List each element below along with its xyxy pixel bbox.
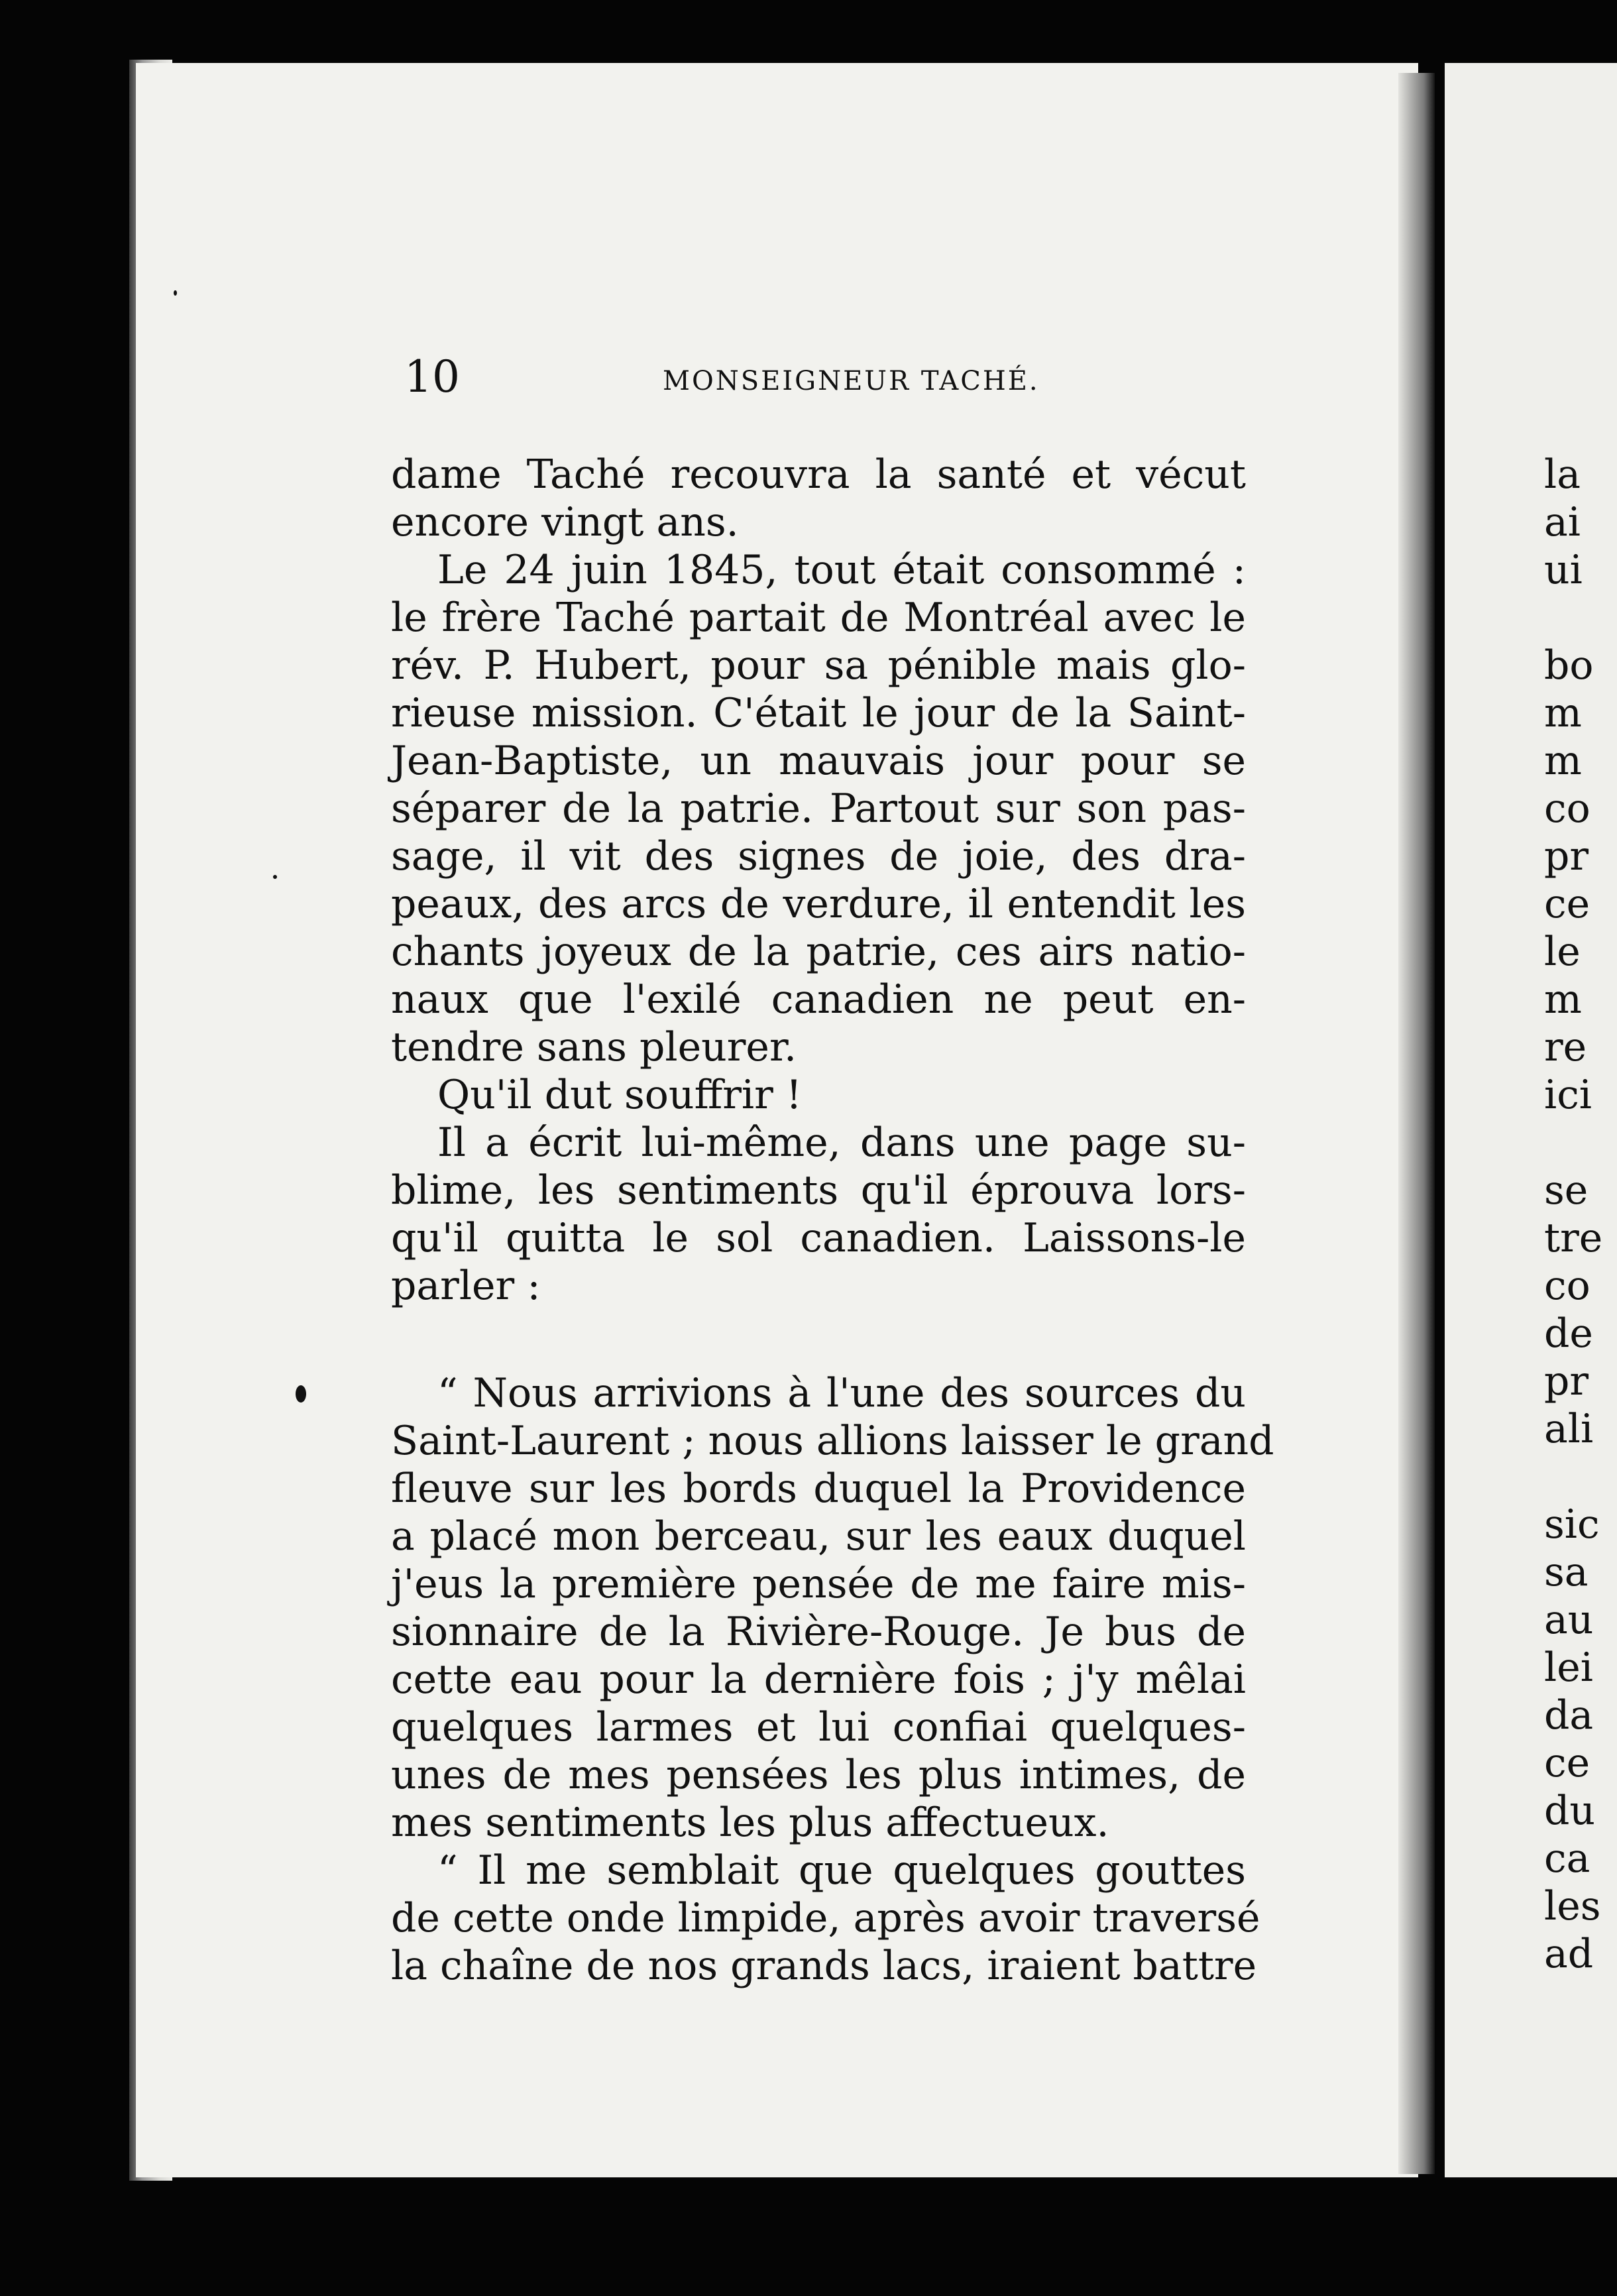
- facing-text-fragment: m: [1544, 738, 1582, 784]
- text-line: unes de mes pensées les plus intimes, de: [391, 1752, 1246, 1798]
- facing-text-fragment: ici: [1544, 1072, 1592, 1118]
- text-line: sage, il vit des signes de joie, des dra-: [391, 833, 1246, 880]
- facing-text-fragment: ai: [1544, 499, 1581, 545]
- running-head: MONSEIGNEUR TACHÉ.: [663, 366, 1040, 396]
- text-line: de cette onde limpide, après avoir traversé: [391, 1895, 1260, 1941]
- text-line: chants joyeux de la patrie, ces airs natio-: [391, 929, 1246, 975]
- facing-text-fragment: m: [1544, 976, 1582, 1023]
- text-line: séparer de la patrie. Partout sur son pas-: [391, 785, 1246, 832]
- text-line: Qu'il dut souffrir !: [437, 1072, 802, 1118]
- facing-text-fragment: [1544, 1453, 1617, 1501]
- facing-text-fragment: pr: [1544, 833, 1589, 880]
- page-edge-shadow: [1398, 73, 1435, 2174]
- facing-text-fragment: re: [1544, 1024, 1587, 1070]
- facing-text-fragment: [1544, 594, 1617, 642]
- page-number: 10: [404, 351, 460, 402]
- facing-text-fragment: la: [1544, 451, 1581, 498]
- text-line: blime, les sentiments qu'il éprouva lors-: [391, 1167, 1246, 1214]
- text-line: rév. P. Hubert, pour sa pénible mais glo-: [391, 642, 1246, 689]
- text-line: peaux, des arcs de verdure, il entendit les: [391, 881, 1246, 927]
- body-text: [391, 451, 1274, 1990]
- facing-text-fragment: ca: [1544, 1835, 1590, 1882]
- facing-text-fragment: co: [1544, 1263, 1590, 1309]
- text-line: le frère Taché partait de Montréal avec le: [391, 595, 1246, 641]
- facing-text-fragment: se: [1544, 1167, 1589, 1214]
- facing-text-fragment: da: [1544, 1692, 1594, 1739]
- text-line: Il a écrit lui-même, dans une page su-: [437, 1119, 1246, 1166]
- facing-text-fragment: sic: [1544, 1501, 1600, 1548]
- facing-text-fragment: de: [1544, 1310, 1593, 1357]
- facing-text-fragment: ui: [1544, 547, 1583, 593]
- facing-text-fragment: au: [1544, 1597, 1594, 1643]
- text-line: Saint-Laurent ; nous allions laisser le grand: [391, 1418, 1274, 1464]
- facing-text-fragment: co: [1544, 785, 1590, 832]
- facing-text-fragment: ce: [1544, 1740, 1590, 1786]
- text-line: Jean-Baptiste, un mauvais jour pour se: [391, 738, 1246, 784]
- text-line: a placé mon berceau, sur les eaux duquel: [391, 1513, 1246, 1560]
- text-line: j'eus la première pensée de me faire mis-: [391, 1561, 1246, 1607]
- facing-text-fragment: bo: [1544, 642, 1594, 689]
- text-line: qu'il quitta le sol canadien. Laissons-le: [391, 1215, 1246, 1261]
- text-line: naux que l'exilé canadien ne peut en-: [391, 976, 1246, 1023]
- ink-speck: [273, 875, 277, 879]
- text-line: encore vingt ans.: [391, 499, 739, 545]
- facing-text-fragment: le: [1544, 929, 1581, 975]
- page-header: [404, 351, 1266, 411]
- text-line: cette eau pour la dernière fois ; j'y mêlai: [391, 1656, 1246, 1703]
- text-line: sionnaire de la Rivière-Rouge. Je bus de: [391, 1609, 1246, 1655]
- text-line: “ Il me semblait que quelques gouttes: [437, 1847, 1246, 1894]
- facing-text-fragment: tre: [1544, 1215, 1603, 1261]
- facing-text-fragment: [1544, 1119, 1617, 1167]
- facing-text-fragment: pr: [1544, 1358, 1589, 1405]
- facing-text-fragment: ad: [1544, 1931, 1594, 1977]
- text-line: mes sentiments les plus affectueux.: [391, 1800, 1109, 1846]
- facing-text-fragment: les: [1544, 1883, 1601, 1929]
- ink-speck: [174, 290, 177, 296]
- facing-page-text: [1544, 451, 1617, 1978]
- facing-text-fragment: ali: [1544, 1406, 1594, 1452]
- facing-text-fragment: m: [1544, 690, 1582, 736]
- facing-text-fragment: du: [1544, 1788, 1596, 1834]
- facing-text-fragment: ce: [1544, 881, 1590, 927]
- text-line: “ Nous arrivions à l'une des sources du: [437, 1370, 1246, 1416]
- ink-speck: [296, 1385, 306, 1403]
- text-line: dame Taché recouvra la santé et vécut: [391, 451, 1246, 498]
- text-line: la chaîne de nos grands lacs, iraient battre: [391, 1943, 1257, 1989]
- text-line: rieuse mission. C'était le jour de la Saint-: [391, 690, 1246, 736]
- paragraph-gap: [391, 1310, 1246, 1369]
- text-line: tendre sans pleurer.: [391, 1024, 797, 1070]
- text-line: fleuve sur les bords duquel la Providence: [391, 1465, 1246, 1512]
- facing-text-fragment: sa: [1544, 1549, 1589, 1595]
- text-line: Le 24 juin 1845, tout était consommé :: [437, 547, 1246, 593]
- facing-text-fragment: lei: [1544, 1644, 1593, 1691]
- text-line: quelques larmes et lui confiai quelques-: [391, 1704, 1246, 1751]
- text-line: parler :: [391, 1263, 541, 1309]
